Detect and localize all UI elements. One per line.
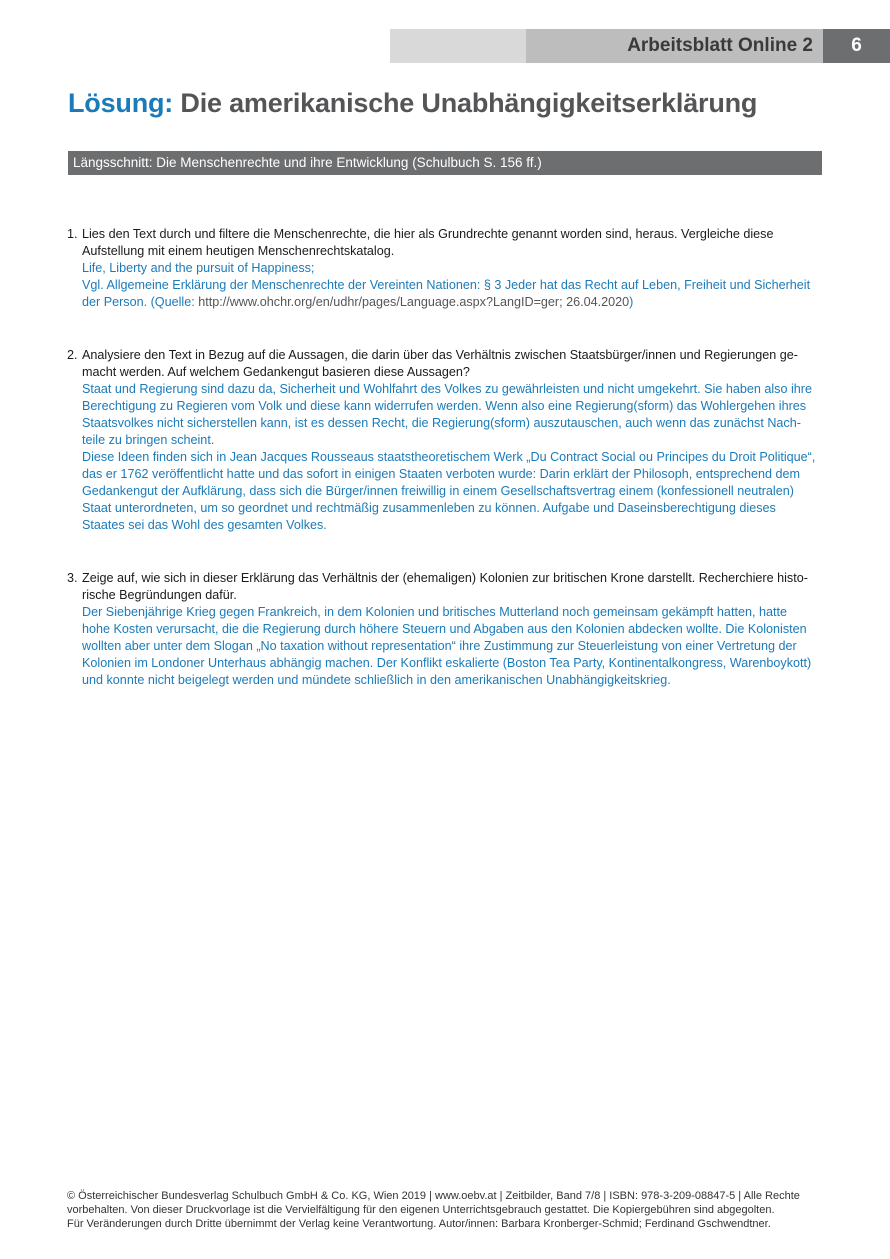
answer-line: Life, Liberty and the pursuit of Happiness;	[82, 261, 315, 275]
answer-line: Staatsvolkes nicht sicherstellen kann, ist es dessen Recht, die Regierung(sform) auszutauschen, auch wenn das zunächst Nach-	[82, 416, 801, 430]
answer-line: Kolonien im Londoner Unterhaus abhängig machen. Der Konflikt eskalierte (Boston Tea Party, Kontinentalkongress, Warenboykott)	[82, 656, 812, 670]
answer-line: Gedankengut der Aufklärung, dass sich die Bürger/innen freiwillig in einem Gesellschaftsvertrag einem (konfessionell neutralen)	[82, 484, 794, 498]
answer-line: Staates sei das Wohl des gesamten Volkes.	[82, 518, 327, 532]
section-heading: Längsschnitt: Die Menschenrechte und ihre Entwicklung (Schulbuch S. 156 ff.)	[68, 151, 822, 175]
answer-line: teile zu bringen scheint.	[82, 433, 215, 447]
answer-line: Vgl. Allgemeine Erklärung der Menschenrechte der Vereinten Nationen: § 3 Jeder hat das Recht auf Leben, Freiheit und Sicherheit	[82, 278, 811, 292]
page-title	[68, 88, 757, 119]
question-line: rische Begründungen dafür.	[82, 588, 237, 602]
answer-line: das er 1762 veröffentlicht hatte und das sofort in einigen Staaten verboten wurde: Darin erklärt der Philosoph, entsprechend dem	[82, 467, 801, 481]
source-prefix: der Person. (Quelle:	[82, 295, 199, 309]
question-line: Zeige auf, wie sich in dieser Erklärung das Verhältnis der (ehemaligen) Kolonien zur britischen Krone darstellt. Recherchiere histo-	[82, 571, 808, 585]
source-suffix: )	[629, 295, 634, 309]
title-prefix: Lösung:	[68, 88, 174, 118]
task-number: 1.	[67, 227, 78, 241]
answer-line: Diese Ideen finden sich in Jean Jacques Rousseaus staatstheoretischem Werk „Du Contract Social ou Principes du Droit Politique“,	[82, 450, 816, 464]
source-url: http://www.ohchr.org/en/udhr/pages/Language.aspx?LangID=ger; 26.04.2020	[198, 295, 630, 309]
task-1	[67, 226, 827, 311]
worksheet-title: Arbeitsblatt Online 2	[627, 35, 813, 56]
footer	[67, 1189, 837, 1231]
answer-line: Staat unterordneten, um so geordnet und rechtmäßig zusammenleben zu können. Aufgabe und Daseinsberechtigung dieses	[82, 501, 776, 515]
page-number: 6	[823, 29, 890, 63]
answer-line: Staat und Regierung sind dazu da, Sicherheit und Wohlfahrt des Volkes zu gewährleisten und nicht umgekehrt. Sie haben also ihre	[82, 382, 812, 396]
answer-line: Der Siebenjährige Krieg gegen Frankreich, in dem Kolonien und britisches Mutterland noch gemeinsam gekämpft hatten, hatte	[82, 605, 787, 619]
answer-line: und konnte nicht beigelegt werden und mündete schließlich in den amerikanischen Unabhängigkeitskrieg.	[82, 673, 671, 687]
question-line: Lies den Text durch und filtere die Menschenrechte, die hier als Grundrechte genannt worden sind, heraus. Vergleiche diese	[82, 227, 774, 241]
title-text: Die amerikanische Unabhängigkeitserklärung	[180, 88, 758, 118]
footer-line: Für Veränderungen durch Dritte übernimmt der Verlag keine Verantwortung. Autor/innen: Barbara Kronberger-Schmid; Ferdinand Gschwendtner.	[67, 1218, 771, 1230]
question-line: Analysiere den Text in Bezug auf die Aussagen, die darin über das Verhältnis zwischen Staatsbürger/innen und Regierungen ge-	[82, 348, 798, 362]
answer-line: wollten aber unter dem Slogan „No taxation without representation“ ihre Zustimmung zur Steuerleistung von einer Vertretung der	[82, 639, 797, 653]
answer-line	[82, 294, 827, 311]
question-line: Aufstellung mit einem heutigen Menschenrechtskatalog.	[82, 244, 395, 258]
footer-line: © Österreichischer Bundesverlag Schulbuch GmbH & Co. KG, Wien 2019 | www.oebv.at | Zeitbilder, Band 7/8 | ISBN: 978-3-209-08847-5 | Alle Rechte	[67, 1190, 800, 1202]
task-3	[67, 570, 827, 689]
task-number: 2.	[67, 348, 78, 362]
footer-line: vorbehalten. Von dieser Druckvorlage ist die Vervielfältigung für den eigenen Unterrichtsgebrauch gestattet. Die Kopiergebühren sind abgegolten.	[67, 1204, 775, 1216]
question-line: macht werden. Auf welchem Gedankengut basieren diese Aussagen?	[82, 365, 470, 379]
answer-line: Berechtigung zu Regieren vom Volk und diese kann widerrufen werden. Wenn also eine Regierung(sform) das Wohlergehen ihres	[82, 399, 807, 413]
answer-line: hohe Kosten verursacht, die die Regierung durch höhere Steuern und Abgaben aus den Kolonien abdecken wollte. Die Kolonisten	[82, 622, 807, 636]
task-2	[67, 347, 827, 534]
header-band-light	[390, 29, 526, 63]
task-number: 3.	[67, 571, 78, 585]
